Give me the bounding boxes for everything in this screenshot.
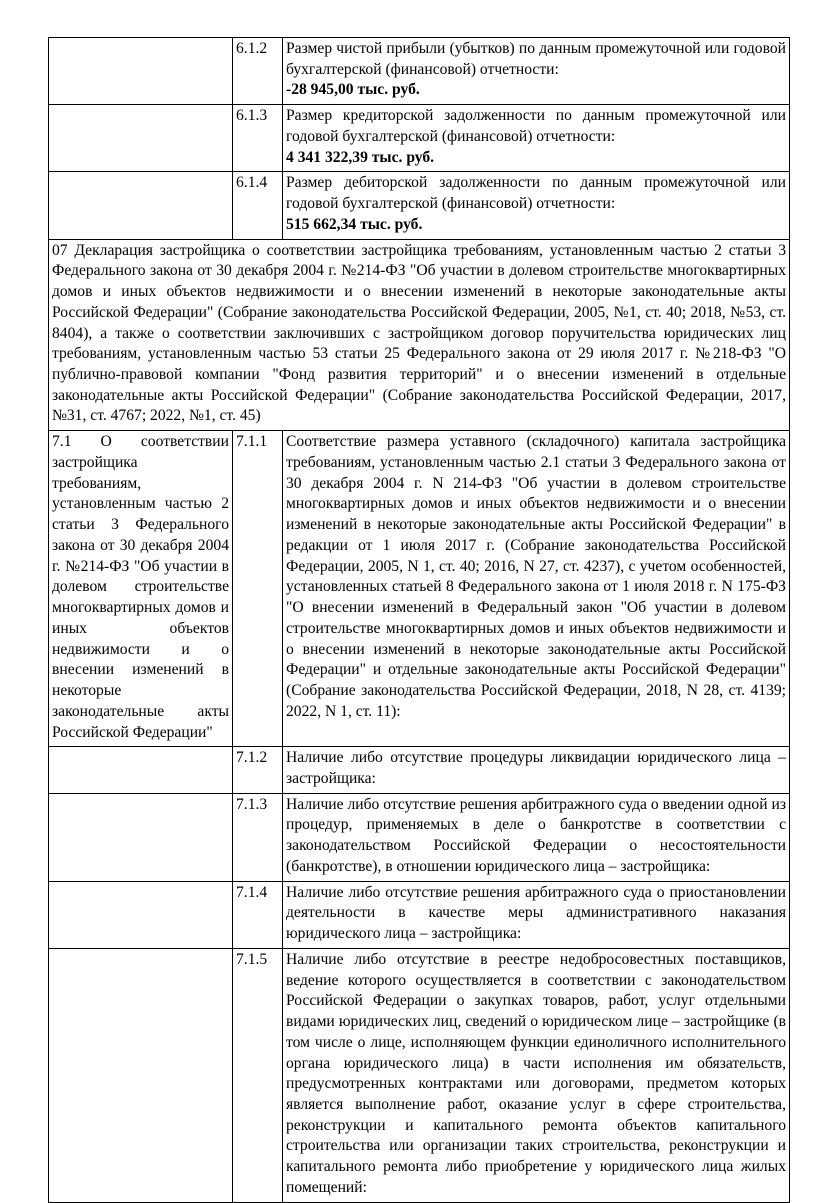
item-number: 7.1.4 <box>236 883 268 901</box>
category-cell <box>49 431 233 747</box>
item-description: Наличие либо отсутствие процедуры ликвидации юридического лица – застройщика: <box>286 749 786 787</box>
table-row <box>49 881 790 948</box>
table-row <box>49 431 790 747</box>
item-description: Наличие либо отсутствие решения арбитражного суда о введении одной из процедур, применяемых в деле о банкротстве в соответствии с законодательством Российской Федерации о несостоятельности (банкротстве), в отношении юридического лица – застройщика: <box>286 795 786 875</box>
item-value: 4 341 322,39 тыс. руб. <box>286 148 435 166</box>
item-number: 6.1.4 <box>236 174 268 192</box>
section-header: 07 Декларация застройщика о соответствии застройщика требованиям, установленным частью 2 статьи 3 Федерального закона от 30 декабря 2004 г. №214-ФЗ "Об участии в долевом строительстве многоквартирных домов и иных объектов недвижимости и о внесении изменений в некоторые законодательные акты Российской Федерации" (Собрание законодательства Российской Федерации, 2005, №1, ст. 40; 2018, №53, ст. 8404), а также о соответствии заключивших с застройщиком договор поручительства юридических лиц требованиям, установленным частью 53 статьи 25 Федерального закона от 29 июля 2017 г. №218-ФЗ "О публично-правовой компании "Фонд развития территорий" и о внесении изменений в отдельные законодательные акты Российской Федерации" (Собрание законодательства Российской Федерации, 2017, №31, ст. 4767; 2022, №1, ст. 45) <box>49 239 790 431</box>
section-header-row <box>49 239 790 431</box>
item-text-cell <box>283 793 790 881</box>
item-number: 7.1.1 <box>236 433 268 451</box>
item-text-cell <box>283 38 790 105</box>
item-number-cell <box>233 793 283 881</box>
item-number: 6.1.2 <box>236 40 268 57</box>
category-cell-empty <box>49 172 233 239</box>
item-number-cell <box>233 747 283 793</box>
item-number-cell <box>233 105 283 172</box>
table-row <box>49 793 790 881</box>
table-row <box>49 172 790 239</box>
item-description: Наличие либо отсутствие решения арбитражного суда о приостановлении деятельности в качестве меры административного наказания юридического лица – застройщика: <box>286 883 786 943</box>
item-number: 7.1.3 <box>236 795 268 813</box>
table-row <box>49 105 790 172</box>
table-row <box>49 948 790 1202</box>
item-value: 515 662,34 тыс. руб. <box>286 215 423 233</box>
category-cell-empty <box>49 747 233 793</box>
item-description: Наличие либо отсутствие в реестре недобросовестных поставщиков, ведение которого осуществляется в соответствии с законодательством Российской Федерации о закупках товаров, работ, услуг отдельными видами юридических лиц, сведений о юридическом лице – застройщике (в том числе о лице, исполняющем функции единоличного исполнительного органа юридического лица) в части исполнения им обязательств, предусмотренных контрактами или договорами, предметом которых является выполнение работ, оказание услуг в сфере строительства, реконструкции и капитального ремонта объектов капитального строительства или организации таких строительства, реконструкции и капитального ремонта либо приобретение у юридического лица жилых помещений: <box>286 950 786 1196</box>
declaration-table <box>48 37 790 1203</box>
item-text-cell <box>283 948 790 1202</box>
item-text-cell <box>283 105 790 172</box>
item-number: 7.1.2 <box>236 749 268 767</box>
item-text-cell <box>283 881 790 948</box>
item-number: 7.1.5 <box>236 950 268 968</box>
item-text-cell <box>283 172 790 239</box>
category-label: 7.1 О соответствии застройщика требованиям, установленным частью 2 статьи 3 Федерального закона от 30 декабря 2004 г. №214-ФЗ "Об участии в долевом строительстве многоквартирных домов и иных объектов недвижимости и о внесении изменений в некоторые законодательные акты Российской Федерации" <box>52 433 229 741</box>
item-description: Соответствие размера уставного (складочного) капитала застройщика требованиям, установленным частью 2.1 статьи 3 Федерального закона от 30 декабря 2004 г. N 214-ФЗ "Об участии в долевом строительстве многоквартирных домов и иных объектов недвижимости и о внесении изменений в некоторые законодательные акты Российской Федерации" в редакции от 1 июля 2017 г. (Собрание законодательства Российской Федерации, 2005, N 1, ст. 40; 2016, N 27, ст. 4237), с учетом особенностей, установленных статьей 8 Федерального закона от 1 июля 2018 г. N 175-ФЗ "О внесении изменений в Федеральный закон "Об участии в долевом строительстве многоквартирных домов и иных объектов недвижимости и о внесении изменений в некоторые законодательные акты Российской Федерации" и отдельные законодательные акты Российской Федерации" (Собрание законодательства Российской Федерации, 2018, N 28, ст. 4139; 2022, N 1, ст. 11): <box>286 433 786 720</box>
item-description: Размер чистой прибыли (убытков) по данным промежуточной или годовой бухгалтерской (финансовой) отчетности: <box>286 40 786 78</box>
item-number-cell <box>233 172 283 239</box>
item-value: -28 945,00 тыс. руб. <box>286 81 420 99</box>
item-number-cell <box>233 38 283 105</box>
category-cell-empty <box>49 793 233 881</box>
category-cell-empty <box>49 38 233 105</box>
category-cell-empty <box>49 105 233 172</box>
item-number-cell <box>233 948 283 1202</box>
item-text-cell <box>283 747 790 793</box>
item-number: 6.1.3 <box>236 107 268 125</box>
item-number-cell <box>233 881 283 948</box>
table-row <box>49 747 790 793</box>
item-number-cell <box>233 431 283 747</box>
item-text-cell <box>283 431 790 747</box>
item-description: Размер дебиторской задолженности по данным промежуточной или годовой бухгалтерской (финансовой) отчетности: <box>286 174 786 213</box>
table-row <box>49 38 790 105</box>
item-description: Размер кредиторской задолженности по данным промежуточной или годовой бухгалтерской (финансовой) отчетности: <box>286 107 786 145</box>
category-cell-empty <box>49 948 233 1202</box>
category-cell-empty <box>49 881 233 948</box>
